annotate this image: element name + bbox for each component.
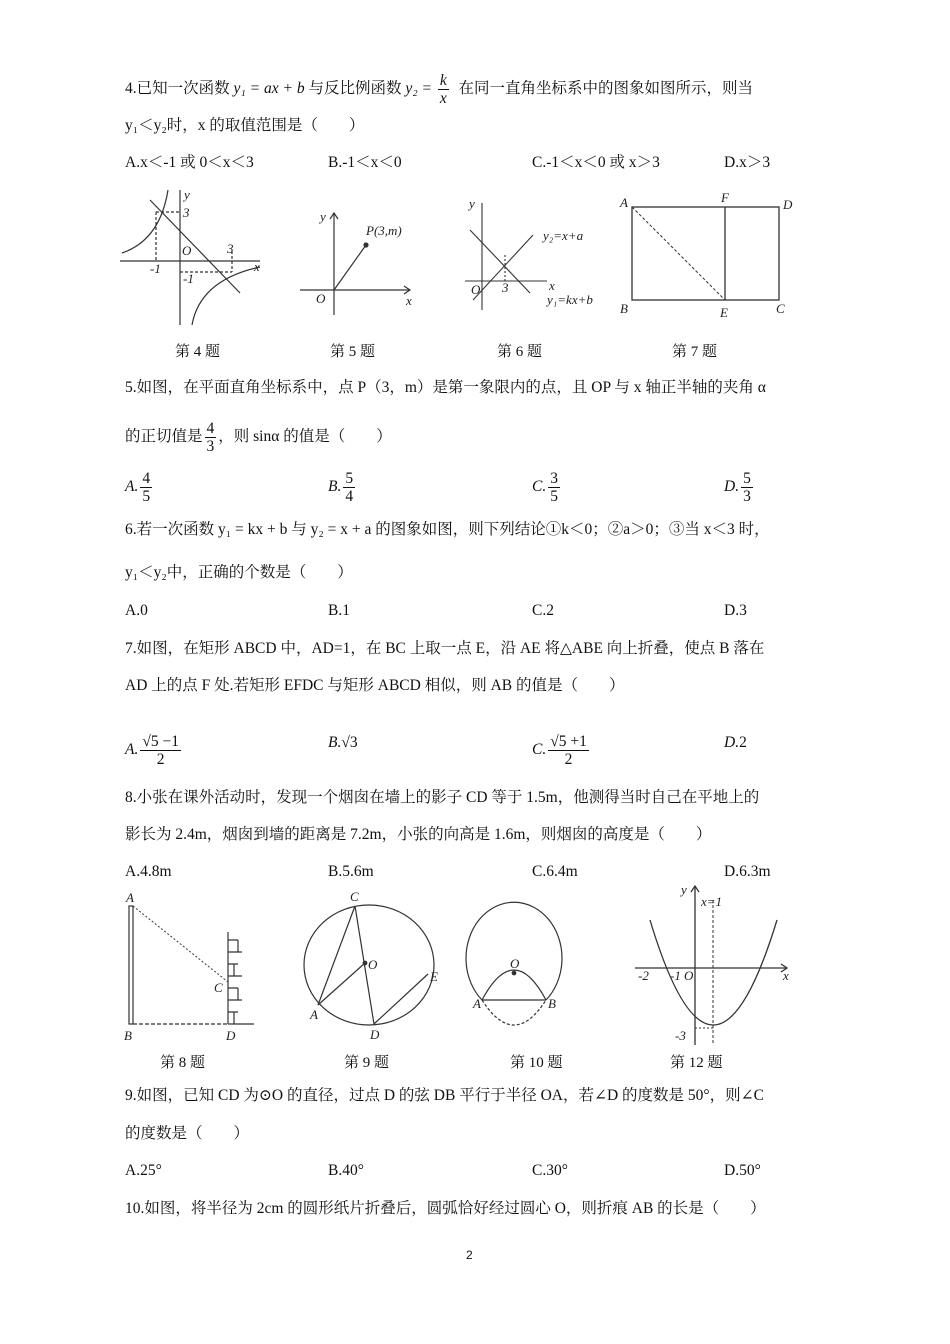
figure-4 [120,185,270,325]
label: D. [724,478,740,496]
q6-option-b: B.1 [328,602,350,619]
label: E [720,305,728,320]
label: -1 [150,261,161,276]
label: x [549,278,555,293]
denominator: 4 [345,488,354,505]
label: E [430,969,438,984]
label: C [214,980,223,995]
label: 3 [502,280,509,295]
label: A [620,195,628,210]
label: C. [532,741,547,759]
fraction [140,470,152,505]
label: y₁=kx+b [547,292,593,307]
denominator: 5 [550,488,558,505]
formula: y₁ = ax + b [233,80,305,98]
numerator: 4 [206,420,215,437]
label: -2 [638,968,649,983]
label: D [783,197,793,212]
q5-line2 [125,420,392,455]
label: O [510,956,520,971]
q8-option-d: D.6.3m [724,863,771,880]
q5-option-d [724,470,755,505]
label: -1 [183,271,194,286]
label: y [184,187,190,202]
label: B. [328,478,342,496]
label: y₂=x+a [543,228,584,243]
denominator: 2 [156,751,165,768]
caption-fig8: 第 8 题 [160,1055,206,1071]
q10-line1: 10.如图，将半径为 2cm 的圆形纸片折叠后，圆弧恰好经过圆心 O，则折痕 AB 的长是（ ） [125,1200,766,1217]
fraction [741,470,753,505]
text: 与反比例函数 [308,80,402,98]
denominator: 5 [142,488,151,505]
label: B. [328,734,342,751]
q5-option-a [125,470,154,505]
label: x [406,293,412,308]
label: F [721,190,729,205]
figure-10 [470,910,590,1030]
label: A. [125,741,139,759]
q6-line1: 6.若一次函数 y₁ = kx + b 与 y₂ = x + a 的图象如图，则下列结论①k＜0；②a＞0；③当 x＜3 时， [125,521,770,538]
label: A [473,996,481,1011]
label: -3 [675,1028,686,1043]
q8-line2: 影长为 2.4m，烟囱到墙的距离是 7.2m，小张的向高是 1.6m，则烟囱的高度是（ ） [125,826,712,843]
label: D. [724,734,740,751]
figure-9 [300,885,450,1045]
q4-line2: y₁＜y₂时，x 的取值范围是（ ） [125,117,365,134]
figure-6 [465,196,595,315]
numerator: k [439,72,447,89]
label: O [182,243,192,258]
q4-line1 [125,72,753,107]
label: x [783,968,789,983]
label: C [350,889,359,904]
q4-option-b: B.-1＜x＜0 [328,154,402,171]
label: -1 [670,968,681,983]
label: O [684,968,694,983]
q4-option-a: A.x＜-1 或 0＜x＜3 [125,154,254,171]
fraction [140,733,181,768]
label: C. [532,478,547,496]
formula: y₂ = [405,80,432,98]
q6-option-a: A.0 [125,602,148,619]
caption-fig10: 第 10 题 [510,1055,563,1071]
text: 4.已知一次函数 [125,80,230,98]
numerator: 5 [345,470,354,487]
q9-line2: 的度数是（ ） [125,1125,250,1142]
fraction [205,420,217,455]
label: y [681,882,687,897]
q4-option-d: D.x＞3 [724,154,771,171]
caption-fig7: 第 7 题 [672,344,718,360]
figure-12 [635,880,800,1045]
fraction [548,470,560,505]
label: B [548,996,556,1011]
label: y [469,196,475,211]
value: √3 [341,734,358,751]
q6-option-d: D.3 [724,602,747,619]
label: 3 [183,205,190,220]
numerator: 4 [142,470,151,487]
caption-fig5: 第 5 题 [330,344,376,360]
label: B [620,301,628,316]
label: A. [125,478,139,496]
fraction [438,72,449,107]
denominator: x [439,90,447,107]
fraction [343,470,355,505]
q6-option-c: C.2 [532,602,554,619]
caption-fig12: 第 12 题 [670,1055,723,1071]
denominator: 2 [564,751,573,768]
label: A [126,890,134,905]
label: x=1 [701,894,723,909]
fraction [548,733,589,768]
q7-line1: 7.如图，在矩形 ABCD 中，AD=1，在 BC 上取一点 E，沿 AE 将△ABE 向上折叠，使点 B 落在 [125,640,765,657]
q9-line1: 9.如图，已知 CD 为⊙O 的直径，过点 D 的弦 DB 平行于半径 OA，若∠D 的度数是 50°，则∠C [125,1087,764,1104]
q4-option-c: C.-1＜x＜0 或 x＞3 [532,154,660,171]
q8-option-b: B.5.6m [328,863,374,880]
q7-line2: AD 上的点 F 处.若矩形 EFDC 与矩形 ABCD 相似，则 AB 的值是（ ） [125,677,625,694]
q9-option-b: B.40° [328,1162,364,1179]
q7-option-d [724,733,747,753]
numerator: 3 [550,470,558,487]
numerator: √5 +1 [550,733,587,750]
q8-line1: 8.小张在课外活动时，发现一个烟囱在墙上的影子 CD 等于 1.5m，他测得当时自己在平地上的 [125,789,760,806]
q5-option-b [328,470,357,505]
label: y [320,209,326,224]
q9-option-d: D.50° [724,1162,761,1179]
label: O [368,957,378,972]
label: D [370,1027,380,1042]
label: D [226,1028,236,1043]
q5-option-c [532,470,562,505]
label: O [471,282,481,297]
figure-8 [122,890,272,1045]
q7-option-b [328,733,358,753]
denominator: 3 [206,438,215,455]
caption-fig6: 第 6 题 [497,344,543,360]
q7-option-a [125,733,183,768]
q7-option-c [532,733,591,768]
label: C [776,301,785,316]
q6-line2: y₁＜y₂中，正确的个数是（ ） [125,564,353,581]
caption-fig9: 第 9 题 [344,1055,390,1071]
q9-option-a: A.25° [125,1162,162,1179]
caption-fig4: 第 4 题 [175,344,221,360]
value: 2 [739,734,747,751]
q9-option-c: C.30° [532,1162,568,1179]
numerator: √5 −1 [142,733,179,750]
label: P(3,m) [366,223,402,238]
label: O [316,291,326,306]
text: ，则 sinα 的值是（ ） [218,428,392,446]
page-number: 2 [466,1248,473,1262]
label: A [310,1007,318,1022]
q8-option-c: C.6.4m [532,863,578,880]
label: 3 [227,241,234,256]
figure-5 [300,205,420,315]
label: x [254,259,260,274]
numerator: 5 [743,470,751,487]
figure-7 [620,190,800,320]
denominator: 3 [743,488,751,505]
label: B [124,1028,132,1043]
text: 的正切值是 [125,428,203,446]
text: 在同一直角坐标系中的图象如图所示，则当 [458,80,753,98]
q5-line1: 5.如图，在平面直角坐标系中，点 P（3，m）是第一象限内的点，且 OP 与 x 轴正半轴的夹角 α [125,379,766,396]
q8-option-a: A.4.8m [125,863,172,880]
